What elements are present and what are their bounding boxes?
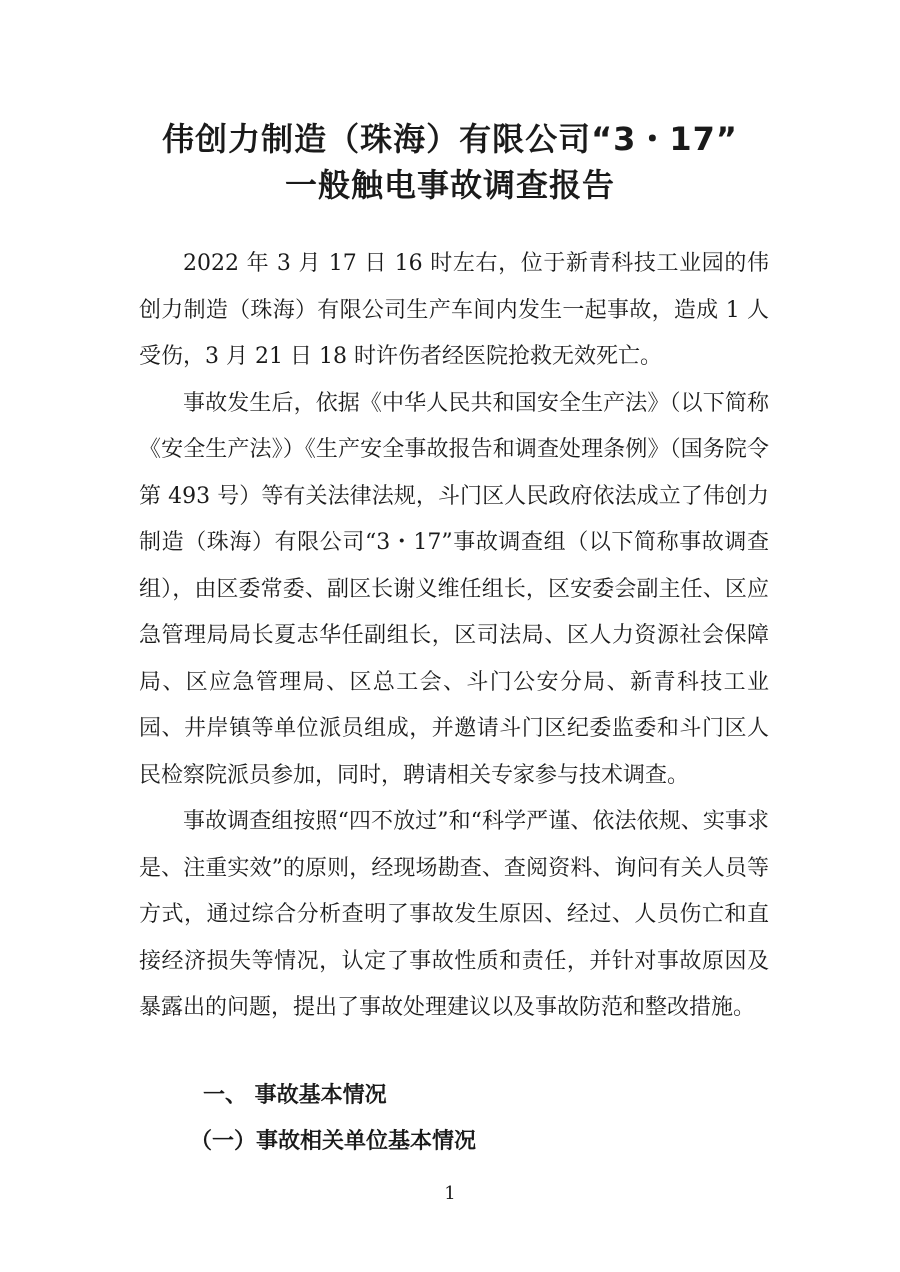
paragraph-principles: 事故调查组按照“四不放过”和“科学严谨、依法依规、实事求是、注重实效”的原则，经现场勘查、查阅资料、询问有关人员等方式，通过综合分析查明了事故发生原因、经过、人员伤亡和直接经济损失等情况，认定了事故性质和责任，并针对事故原因及暴露出的问题，提出了事故处理建议以及事故防范和整改措施。 bbox=[139, 809, 769, 1020]
paragraph-intro: 2022 年 3 月 17 日 16 时左右，位于新青科技工业园的伟创力制造（珠海）有限公司生产车间内发生一起事故，造成 1 人受伤，3 月 21 日 18 时许伤者经医院抢救无效死亡。 bbox=[139, 251, 769, 369]
document-body bbox=[139, 241, 769, 1032]
page-number: 1 bbox=[444, 1183, 456, 1204]
document-title-line1: 伟创力制造（珠海）有限公司“3・17” bbox=[162, 120, 738, 158]
subsection-heading: （一）事故相关单位基本情况 bbox=[190, 1128, 477, 1154]
section-heading: 一、 事故基本情况 bbox=[203, 1083, 387, 1108]
paragraph-investigation-team: 事故发生后，依据《中华人民共和国安全生产法》（以下简称《安全生产法》）《生产安全事故报告和调查处理条例》（国务院令第 493 号）等有关法律法规，斗门区人民政府依法成立了伟创力制造（珠海）有限公司“3・17”事故调查组（以下简称事故调查组），由区委常委、副区长谢义维任组长，区安委会副主任、区应急管理局局长夏志华任副组长，区司法局、区人力资源社会保障局、区应急管理局、区总工会、斗门公安分局、新青科技工业园、井岸镇等单位派员组成，并邀请斗门区纪委监委和斗门区人民检察院派员参加，同时，聘请相关专家参与技术调查。 bbox=[139, 390, 769, 788]
document-title-line2: 一般触电事故调查报告 bbox=[284, 166, 615, 204]
